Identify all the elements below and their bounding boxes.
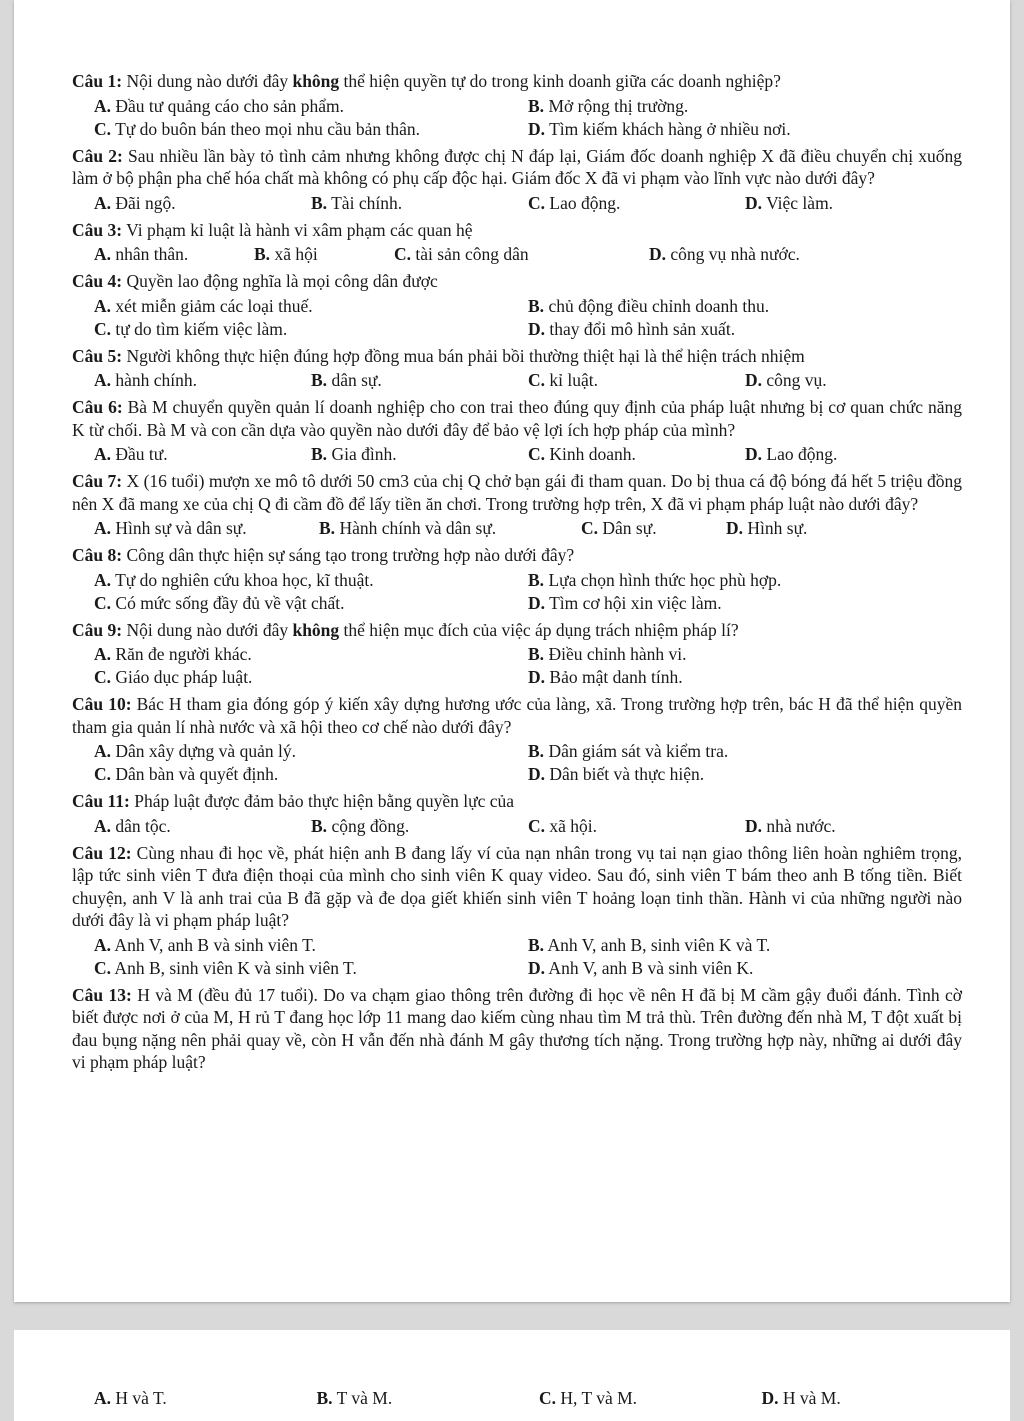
option-key: B. <box>528 295 545 316</box>
option-text: Anh V, anh B, sinh viên K và T. <box>544 934 771 955</box>
question-text <box>72 984 962 1074</box>
option-key: B. <box>528 95 545 116</box>
option-text: Mở rộng thị trường. <box>544 95 689 116</box>
option-key: C. <box>394 244 412 264</box>
question-body: Công dân thực hiện sự sáng tạo trong trường hợp nào dưới đây? <box>122 545 575 565</box>
question-1 <box>72 70 962 141</box>
option-b <box>528 643 962 666</box>
option-c <box>528 192 745 215</box>
option-d: D. H và M. <box>761 1388 841 1408</box>
option-b <box>528 95 962 118</box>
options <box>72 295 962 341</box>
option-text: Dân giám sát và kiểm tra. <box>544 741 729 761</box>
option-text: Dân sự. <box>598 518 657 538</box>
question-list <box>72 70 962 1078</box>
option-c <box>94 957 528 980</box>
option-text: chủ động điều chỉnh doanh thu. <box>544 295 770 316</box>
option-b <box>528 295 962 318</box>
option-key: A. <box>94 244 112 264</box>
option-key: D. <box>528 957 546 978</box>
question-number: Câu 4: <box>72 271 123 291</box>
option-text: Hình sự. <box>743 518 808 538</box>
question-text <box>72 842 962 932</box>
option-key: A. <box>94 295 112 316</box>
option-key: D. <box>528 667 546 687</box>
option-text: Anh V, anh B và sinh viên T. <box>111 934 316 955</box>
option-key: A. <box>94 815 112 836</box>
option-text: Hình sự và dân sự. <box>111 518 247 538</box>
question-body: Cùng nhau đi học về, phát hiện anh B đang lấy ví của nạn nhân trong vụ tai nạn giao thông liên hoàn nghiêm trọng, lập tức sinh viên T đưa điện thoại của mình cho sinh viên K quay video. Sau đó, sinh viên T bám theo anh B tống tiền. Biết chuyện, anh V là anh trai của B đã gặp và đe dọa giết khiến sinh viên T hoảng loạn tinh thần. Hành vi của những người nào dưới đây là vi phạm pháp luật? <box>72 842 962 930</box>
option-a <box>94 569 528 592</box>
question-body: X (16 tuổi) mượn xe mô tô dưới 50 cm3 của chị Q chở bạn gái đi tham quan. Do bị thua cá độ bóng đá hết 5 triệu đồng nên X đã mang xe của chị Q đi cầm đồ để lấy tiền ăn chơi. Trong trường hợp trên, X đã vi phạm pháp luật nào dưới đây? <box>72 471 962 514</box>
question-body: Nội dung nào dưới đây <box>122 619 293 640</box>
option-text: Anh V, anh B và sinh viên K. <box>545 957 754 978</box>
options <box>72 369 962 392</box>
option-d <box>649 243 849 266</box>
option-text: dân sự. <box>327 370 382 390</box>
option-key: B. <box>254 244 271 264</box>
option-key: C. <box>94 118 112 139</box>
option-key: C. <box>94 957 112 978</box>
question-text <box>72 219 962 242</box>
option-key: A. <box>94 741 112 761</box>
question-body: Nội dung nào dưới đây <box>122 71 293 91</box>
option-c <box>528 369 745 392</box>
question-number: Câu 5: <box>72 345 123 366</box>
option-d <box>528 318 962 341</box>
option-text: Tài chính. <box>327 192 403 213</box>
question-text <box>72 70 962 93</box>
question-number: Câu 3: <box>72 219 123 240</box>
question-3 <box>72 219 962 267</box>
option-key: A. <box>94 518 112 538</box>
option-key: B. <box>319 518 336 538</box>
question-body: Quyền lao động nghĩa là mọi công dân được <box>122 271 438 291</box>
option-text: công vụ nhà nước. <box>666 244 800 264</box>
option-d <box>528 957 962 980</box>
option-b <box>311 192 528 215</box>
question-6 <box>72 396 962 466</box>
question-body-end: thể hiện mục đích của việc áp dụng trách nhiệm pháp lí? <box>339 619 739 640</box>
option-a <box>94 815 311 838</box>
option-key: B. <box>528 569 545 590</box>
question-text <box>72 544 962 567</box>
document-page-1 <box>14 0 1010 1302</box>
option-key: A. <box>94 934 112 955</box>
option-c <box>394 243 649 266</box>
option-key: A. <box>94 192 112 213</box>
question-number: Câu 7: <box>72 471 123 491</box>
options <box>72 934 962 980</box>
option-d <box>745 443 962 466</box>
option-c <box>94 666 528 689</box>
option-key: B. <box>528 644 545 664</box>
option-text: Tự do nghiên cứu khoa học, kĩ thuật. <box>111 569 374 590</box>
option-c <box>581 517 726 540</box>
question-number: Câu 9: <box>72 619 123 640</box>
question-4 <box>72 270 962 341</box>
option-text: xã hội. <box>545 815 598 836</box>
question-number: Câu 2: <box>72 145 123 166</box>
option-text: tài sản công dân <box>411 244 529 264</box>
options <box>72 443 962 466</box>
option-b <box>528 934 962 957</box>
option-text: Hành chính và dân sự. <box>335 518 497 538</box>
option-a <box>94 192 311 215</box>
option-text: Răn đe người khác. <box>111 644 252 664</box>
option-key: D. <box>528 318 546 339</box>
emphasis: không <box>292 71 340 91</box>
options <box>72 643 962 689</box>
option-key: B. <box>311 444 328 464</box>
question-5 <box>72 345 962 393</box>
option-key: C. <box>94 592 112 613</box>
question-13 <box>72 984 962 1074</box>
option-key: D. <box>745 192 763 213</box>
option-text: Anh B, sinh viên K và sinh viên T. <box>111 957 357 978</box>
question-number: Câu 6: <box>72 397 123 417</box>
question-9 <box>72 619 962 690</box>
question-body: Bác H tham gia đóng góp ý kiến xây dựng hương ước của làng, xã. Trong trường hợp trên, bác H đã thể hiện quyền tham gia quản lí nhà nước và xã hội theo cơ chế nào dưới đây? <box>72 694 963 737</box>
option-text: Lao động. <box>545 192 621 213</box>
option-key: B. <box>528 934 545 955</box>
question-11 <box>72 790 962 838</box>
option-text: Bảo mật danh tính. <box>545 667 683 687</box>
option-text: Đãi ngộ. <box>111 192 176 213</box>
option-text: Đầu tư. <box>111 444 168 464</box>
option-a <box>94 295 528 318</box>
option-key: B. <box>311 815 328 836</box>
option-text: dân tộc. <box>111 815 171 836</box>
question-number: Câu 13: <box>72 984 132 1005</box>
option-text: Kinh doanh. <box>545 444 636 464</box>
option-d <box>528 666 962 689</box>
option-b <box>254 243 394 266</box>
option-text: Điều chỉnh hành vi. <box>544 644 687 664</box>
option-c <box>528 815 745 838</box>
option-key: A. <box>94 444 112 464</box>
question-number: Câu 1: <box>72 71 123 91</box>
question-text <box>72 345 962 368</box>
option-text: tự do tìm kiếm việc làm. <box>111 318 288 339</box>
option-b: B. T và M. <box>316 1388 393 1408</box>
question-number: Câu 12: <box>72 842 132 863</box>
option-c <box>528 443 745 466</box>
option-d <box>528 763 962 786</box>
option-key: B. <box>311 192 328 213</box>
option-text: Có mức sống đầy đủ về vật chất. <box>111 592 345 613</box>
question-text <box>72 396 962 441</box>
option-text: cộng đồng. <box>327 815 410 836</box>
option-text: Đầu tư quảng cáo cho sản phẩm. <box>111 95 345 116</box>
option-text: Dân xây dựng và quản lý. <box>111 741 296 761</box>
option-key: C. <box>528 370 546 390</box>
option-a <box>94 934 528 957</box>
option-text: nhân thân. <box>111 244 189 264</box>
option-d <box>528 592 962 615</box>
option-key: A. <box>94 569 112 590</box>
question-number: Câu 8: <box>72 545 123 565</box>
option-key: D. <box>745 370 763 390</box>
question-7 <box>72 470 962 540</box>
question-number: Câu 10: <box>72 694 132 714</box>
option-a <box>94 369 311 392</box>
question-body: Bà M chuyển quyền quản lí doanh nghiệp cho con trai theo đúng quy định của pháp luật nhưng bị cơ quan chức năng K từ chối. Bà M và con cần dựa vào quyền nào dưới đây để bảo vệ lợi ích hợp pháp của mình? <box>72 397 962 440</box>
document-page-2 <box>14 1330 1010 1421</box>
emphasis: không <box>292 619 340 640</box>
option-d <box>726 517 906 540</box>
question-10 <box>72 693 962 786</box>
option-c <box>94 118 528 141</box>
option-a <box>94 517 319 540</box>
question-text <box>72 145 962 190</box>
question-body: Người không thực hiện đúng hợp đồng mua bán phải bồi thường thiệt hại là thể hiện trách nhiệm <box>122 345 805 366</box>
option-key: D. <box>528 118 546 139</box>
option-text: Tự do buôn bán theo mọi nhu cầu bản thân. <box>111 118 421 139</box>
option-text: thay đổi mô hình sản xuất. <box>545 318 736 339</box>
option-key: C. <box>94 318 112 339</box>
option-text: công vụ. <box>762 370 827 390</box>
option-key: D. <box>745 815 763 836</box>
option-key: D. <box>726 518 744 538</box>
option-key: B. <box>528 741 545 761</box>
options <box>72 95 962 141</box>
option-key: D. <box>528 592 546 613</box>
option-d <box>745 369 962 392</box>
option-key: B. <box>311 370 328 390</box>
option-key: D. <box>745 444 763 464</box>
option-text: Dân bàn và quyết định. <box>111 764 279 784</box>
option-b <box>311 369 528 392</box>
option-key: A. <box>94 370 112 390</box>
option-a <box>94 95 528 118</box>
options <box>72 243 962 266</box>
option-b <box>528 740 962 763</box>
question-2 <box>72 145 962 215</box>
options <box>72 192 962 215</box>
option-key: A. <box>94 644 112 664</box>
option-b <box>311 443 528 466</box>
question-12 <box>72 842 962 980</box>
question-body: Sau nhiều lần bày tỏ tình cảm nhưng không được chị N đáp lại, Giám đốc doanh nghiệp X đã điều chuyển chị xuống làm ở bộ phận pha chế hóa chất mà không có phụ cấp độc hại. Giám đốc X đã vi phạm vào lĩnh vực nào dưới đây? <box>72 145 962 188</box>
option-key: C. <box>94 667 112 687</box>
option-d <box>745 192 962 215</box>
question-13-options <box>72 1387 984 1410</box>
option-text: nhà nước. <box>762 815 836 836</box>
option-text: Tìm cơ hội xin việc làm. <box>545 592 722 613</box>
option-key: A. <box>94 95 112 116</box>
option-key: C. <box>528 815 546 836</box>
option-c: C. H, T và M. <box>539 1388 638 1408</box>
question-text <box>72 619 962 642</box>
option-a <box>94 740 528 763</box>
option-d <box>528 118 962 141</box>
option-key: D. <box>649 244 667 264</box>
option-key: C. <box>528 192 546 213</box>
option-text: Lao động. <box>762 444 838 464</box>
question-number: Câu 11: <box>72 791 130 811</box>
question-text <box>72 790 962 813</box>
option-c <box>94 763 528 786</box>
option-b <box>319 517 581 540</box>
option-text: Tìm kiếm khách hàng ở nhiều nơi. <box>545 118 791 139</box>
option-b <box>311 815 528 838</box>
option-a <box>94 243 254 266</box>
question-body: Pháp luật được đảm bảo thực hiện bằng quyền lực của <box>129 791 515 811</box>
option-text: hành chính. <box>111 370 198 390</box>
options <box>72 740 962 786</box>
question-8 <box>72 544 962 615</box>
option-key: D. <box>528 764 546 784</box>
option-text: Giáo dục pháp luật. <box>111 667 253 687</box>
question-text <box>72 470 962 515</box>
option-text: xã hội <box>270 244 318 264</box>
option-key: C. <box>94 764 112 784</box>
option-text: Dân biết và thực hiện. <box>545 764 705 784</box>
option-text: Lựa chọn hình thức học phù hợp. <box>544 569 782 590</box>
options <box>72 517 962 540</box>
options <box>72 569 962 615</box>
question-text <box>72 270 962 293</box>
option-text: kỉ luật. <box>545 370 598 390</box>
options <box>72 815 962 838</box>
option-d <box>745 815 962 838</box>
question-body: H và M (đều đủ 17 tuổi). Do va chạm giao thông trên đường đi học về nên H đã bị M cầm gậy đuổi đánh. Tình cờ biết được nơi ở của M, H rủ T đang học lớp 11 mang dao kiếm cùng nhau tìm M trả thù. Trên đường đến nhà M, T đột xuất bị đau bụng nặng nên phải quay về, còn H vẫn đến nhà đánh M gây thương tích nặng. Trong trường hợp này, những ai dưới đây vi phạm pháp luật? <box>72 984 962 1072</box>
option-text: Việc làm. <box>762 192 834 213</box>
option-a <box>94 643 528 666</box>
question-body: Vi phạm kỉ luật là hành vi xâm phạm các quan hệ <box>122 219 473 240</box>
option-key: C. <box>528 444 546 464</box>
question-body-end: thể hiện quyền tự do trong kinh doanh giữa các doanh nghiệp? <box>339 71 781 91</box>
option-a <box>94 443 311 466</box>
option-text: xét miễn giảm các loại thuế. <box>111 295 313 316</box>
option-a: A. H và T. <box>94 1388 167 1408</box>
question-text <box>72 693 962 738</box>
option-c <box>94 318 528 341</box>
option-c <box>94 592 528 615</box>
option-key: C. <box>581 518 599 538</box>
option-b <box>528 569 962 592</box>
option-text: Gia đình. <box>327 444 397 464</box>
